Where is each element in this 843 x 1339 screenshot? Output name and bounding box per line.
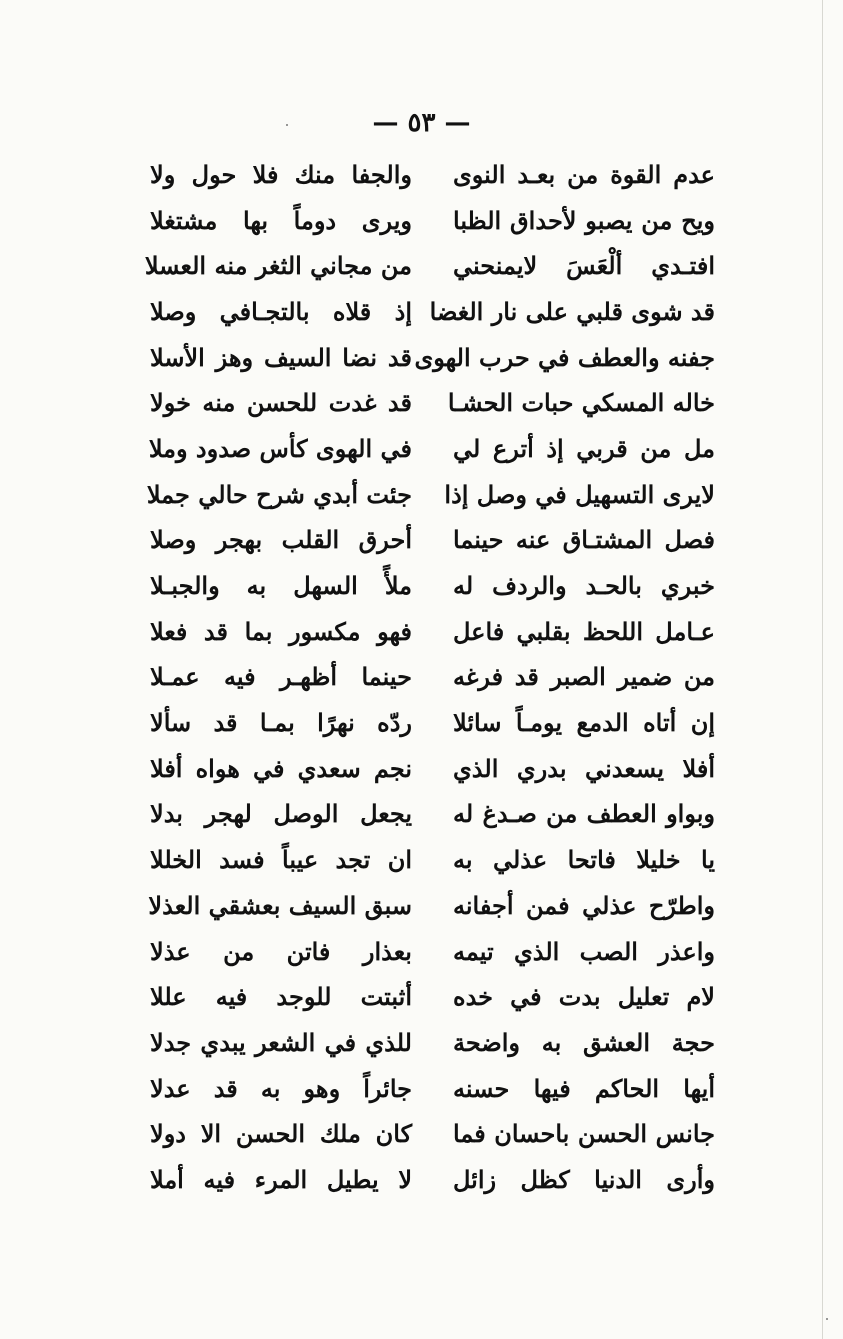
second-hemistich: حينما أظهـر فيه عمـلا bbox=[150, 662, 412, 692]
first-hemistich: افتـدي ألْعَسَ لايمنحني bbox=[453, 251, 715, 281]
second-hemistich: سبق السيف بعشقي العذلا bbox=[148, 890, 412, 920]
second-hemistich: ان تجد عيباً فسد الخللا bbox=[150, 845, 412, 875]
verse-row bbox=[150, 974, 715, 1020]
paper-speck bbox=[826, 1318, 828, 1320]
first-hemistich: عـامل اللحظ بقلبي فاعل bbox=[453, 616, 715, 646]
verse-row bbox=[150, 655, 715, 701]
first-hemistich: قد شوى قلبي على نار الغضا bbox=[429, 296, 715, 326]
second-hemistich: في الهوى كأس صدود وملا bbox=[148, 433, 412, 463]
verse-row bbox=[150, 1111, 715, 1157]
verse-row bbox=[150, 198, 715, 244]
second-hemistich: فهو مكسور بما قد فعلا bbox=[150, 616, 412, 646]
first-hemistich: أيها الحاكم فيها حسنه bbox=[453, 1073, 715, 1103]
first-hemistich: وأرى الدنيا كظل زائل bbox=[453, 1164, 715, 1194]
second-hemistich: قد غدت للحسن منه خولا bbox=[150, 388, 412, 418]
second-hemistich: أحرق القلب بهجر وصلا bbox=[150, 525, 412, 555]
verse-row bbox=[150, 700, 715, 746]
first-hemistich: فصل المشتـاق عنه حينما bbox=[453, 525, 715, 555]
second-hemistich: إذ قلاه بالتجـافي وصلا bbox=[150, 296, 412, 326]
second-hemistich: من مجاني الثغر منه العسلا bbox=[144, 251, 412, 281]
verse-row bbox=[150, 1020, 715, 1066]
second-hemistich: للذي في الشعر يبدي جدلا bbox=[150, 1027, 412, 1057]
second-hemistich: يجعل الوصل لهجر بدلا bbox=[150, 799, 412, 829]
verse-row bbox=[150, 380, 715, 426]
second-hemistich: أثبتت للوجد فيه عللا bbox=[150, 982, 412, 1012]
verse-row bbox=[150, 883, 715, 929]
verse-row bbox=[150, 426, 715, 472]
second-hemistich: جئت أبدي شرح حالي جملا bbox=[146, 479, 412, 509]
second-hemistich: والجفا منك فلا حول ولا bbox=[150, 159, 412, 189]
second-hemistich: ردّه نهرًا بمـا قد سألا bbox=[150, 708, 412, 738]
first-hemistich: واطرّح عذلي فمن أجفانه bbox=[453, 890, 715, 920]
second-hemistich: نجم سعدي في هواه أفلا bbox=[150, 753, 412, 783]
first-hemistich: لام تعليل بدت في خده bbox=[453, 982, 715, 1012]
first-hemistich: أفلا يسعدني بدري الذي bbox=[453, 753, 715, 783]
verse-row bbox=[146, 472, 715, 518]
first-hemistich: من ضمير الصبر قد فرغه bbox=[453, 662, 715, 692]
second-hemistich: ويرى دوماً بها مشتغلا bbox=[150, 205, 412, 235]
second-hemistich: كان ملك الحسن الا دولا bbox=[150, 1119, 412, 1149]
verse-row bbox=[150, 609, 715, 655]
page-number: — ٥٣ — bbox=[372, 108, 471, 138]
first-hemistich: خبري بالحـد والردف له bbox=[453, 571, 715, 601]
verse-row bbox=[150, 335, 715, 381]
page-edge-line bbox=[822, 0, 823, 1339]
paper-speck bbox=[286, 124, 288, 126]
first-hemistich: يا خليلا فاتحا عذلي به bbox=[453, 845, 715, 875]
verse-row bbox=[150, 929, 715, 975]
first-hemistich: خاله المسكي حبات الحشـا bbox=[447, 388, 715, 418]
first-hemistich: جانس الحسن باحسان فما bbox=[453, 1119, 715, 1149]
verse-row bbox=[150, 1066, 715, 1112]
first-hemistich: واعذر الصب الذي تيمه bbox=[453, 936, 715, 966]
verse-row bbox=[150, 289, 715, 335]
first-hemistich: لايرى التسهيل في وصل إذا bbox=[444, 479, 715, 509]
verse-row bbox=[144, 243, 715, 289]
first-hemistich: إن أتاه الدمع يومـاً سائلا bbox=[453, 708, 715, 738]
poem-verses bbox=[144, 152, 715, 1203]
second-hemistich: لا يطيل المرء فيه أملا bbox=[150, 1164, 412, 1194]
second-hemistich: ملأً السهل به والجبـلا bbox=[150, 571, 412, 601]
verse-row bbox=[150, 152, 715, 198]
first-hemistich: حجة العشق به واضحة bbox=[453, 1027, 715, 1057]
second-hemistich: جائراً وهو به قد عدلا bbox=[150, 1073, 412, 1103]
second-hemistich: بعذار فاتن من عذلا bbox=[150, 936, 412, 966]
verse-row bbox=[150, 563, 715, 609]
first-hemistich: عدم القوة من بعـد النوى bbox=[453, 159, 715, 189]
verse-row bbox=[150, 518, 715, 564]
verse-row bbox=[150, 792, 715, 838]
first-hemistich: وبواو العطف من صـدغ له bbox=[453, 799, 715, 829]
verse-row bbox=[150, 1157, 715, 1203]
second-hemistich: قد نضا السيف وهز الأسلا bbox=[150, 342, 412, 372]
first-hemistich: ويح من يصبو لأحداق الظبا bbox=[453, 205, 715, 235]
first-hemistich: جفنه والعطف في حرب الهوى bbox=[414, 342, 715, 372]
first-hemistich: مل من قربي إذ أترع لي bbox=[453, 433, 715, 463]
verse-row bbox=[150, 746, 715, 792]
verse-row bbox=[150, 837, 715, 883]
